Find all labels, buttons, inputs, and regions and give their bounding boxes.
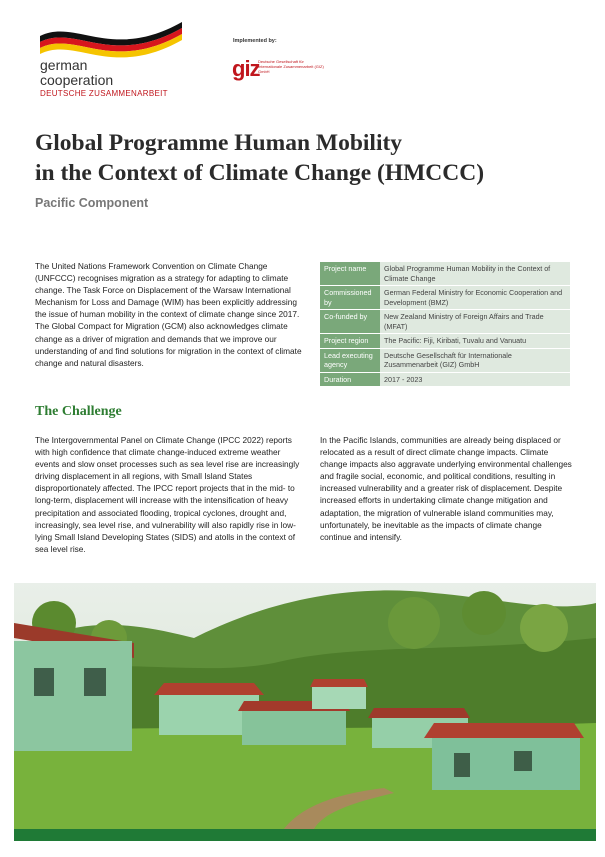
table-label: Project region [320, 334, 380, 348]
title-line-2: in the Context of Climate Change (HMCCC) [35, 160, 485, 186]
brand-cooperation: cooperation [40, 72, 114, 88]
project-info-table [320, 261, 570, 387]
pacific-village-photo [14, 583, 596, 829]
challenge-paragraph-left: The Intergovernmental Panel on Climate Change (IPCC 2022) reports with high confidence that climate change-induced extreme weather events and slow onset processes such as sea level rise are increasingly driving displacement in all regions, with Small Island States disproportionately affected. The IPCC report projects that in the mid- to long-term, displacement will increase with the intensification of heavy precipitation and associated flooding, tropical cyclones, drought and, increasingly, sea level rise, and vulnerability will also rapidly rise in low-lying Small Island Developing States (SIDS) and atolls in the context of sea level rise. [35, 435, 300, 554]
table-label: Commissioned by [320, 286, 380, 309]
table-row [320, 349, 570, 372]
table-row [320, 310, 570, 333]
table-value: New Zealand Ministry of Foreign Affairs and Trade (MFAT) [380, 310, 570, 333]
table-label: Co-funded by [320, 310, 380, 333]
table-value: Global Programme Human Mobility in the Context of Climate Change [380, 262, 570, 285]
page-subtitle: Pacific Component [35, 196, 149, 210]
table-row [320, 334, 570, 348]
challenge-heading: The Challenge [35, 404, 122, 419]
implemented-by-label: Implemented by: [233, 38, 277, 44]
page-title [35, 128, 575, 188]
table-value: Deutsche Gesellschaft für Internationale Zusammenarbeit (GIZ) GmbH [380, 349, 570, 372]
brand-deutsche-zusammenarbeit: DEUTSCHE ZUSAMMENARBEIT [40, 89, 168, 98]
intro-paragraph: The United Nations Framework Convention on Climate Change (UNFCCC) recognises migration as a strategy for adapting to climate change. The Task Force on Displacement of the Warsaw International Mechanism for Loss and Damage (WIM) has been explicitly addressing the issue of human mobility in the context of climate change since 2017. The Global Compact for Migration (GCM) also acknowledges climate change as a driver of migration and demands that we improve our understanding of and find solutions for migration in the context of climate change and natural disasters. [35, 261, 302, 368]
table-row [320, 262, 570, 285]
giz-logo-subtext: Deutsche Gesellschaft für Internationale Zusammenarbeit (GIZ) GmbH [258, 59, 324, 74]
table-row [320, 286, 570, 309]
table-label: Lead executing agency [320, 349, 380, 372]
table-value: German Federal Ministry for Economic Cooperation and Development (BMZ) [380, 286, 570, 309]
challenge-paragraph-right: In the Pacific Islands, communities are already being displaced or relocated as a result of direct climate change impacts. Climate change impacts also aggravate underlying environmental challenges and fragile social, economic, and political conditions, resulting in increased vulnerability and a greater risk of displacement. Despite increased efforts in undertaking climate change mitigation and adaptation, the migration of vulnerable island communities may, unfortunately, be inevitable as the impacts of climate change continue and intensify. [320, 435, 572, 542]
table-value: 2017 - 2023 [380, 373, 570, 387]
table-value: The Pacific: Fiji, Kiribati, Tuvalu and Vanuatu [380, 334, 570, 348]
footer-green-bar [14, 829, 596, 841]
giz-logo: giz [232, 56, 260, 81]
brand-german: german [40, 57, 88, 73]
table-label: Project name [320, 262, 380, 285]
table-label: Duration [320, 373, 380, 387]
table-row [320, 373, 570, 387]
title-line-1: Global Programme Human Mobility [35, 130, 403, 156]
